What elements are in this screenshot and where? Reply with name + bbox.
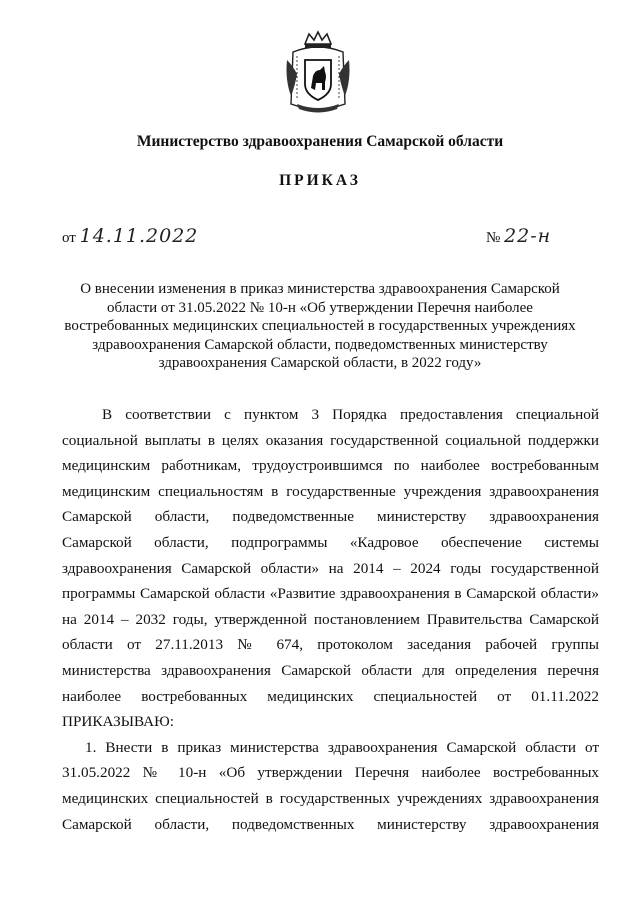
- body-line: медицинских специальностей в государственных учреждениях здравоохранения: [62, 789, 599, 807]
- subject-line: здравоохранения Самарской области, в 2022 году»: [158, 355, 482, 372]
- ministry-title: Министерство здравоохранения Самарской области: [136, 133, 504, 150]
- date-value: 14.11.2022: [79, 225, 199, 247]
- order-number: [486, 225, 551, 247]
- body-line-order-word: ПРИКАЗЫВАЮ:: [62, 713, 174, 731]
- order-subject: [60, 280, 580, 373]
- body-line: Самарской области, подведомственных министерству здравоохранения: [62, 815, 599, 833]
- body-line: наиболее востребованных медицинских специальностей от 01.11.2022: [62, 687, 599, 705]
- body-line: 31.05.2022 № 10-н «Об утверждении Перечня наиболее востребованных: [62, 764, 599, 782]
- body-line: министерства здравоохранения Самарской области для определения перечня: [62, 661, 599, 679]
- order-body: [62, 402, 599, 837]
- order-date: [62, 225, 198, 247]
- body-line-item-1: 1. Внести в приказ министерства здравоохранения Самарской области от: [85, 738, 599, 756]
- subject-line: области от 31.05.2022 № 10-н «Об утверждении Перечня наиболее: [107, 299, 533, 316]
- body-line: В соответствии с пунктом 3 Порядка предоставления специальной: [102, 406, 599, 423]
- document-type: ПРИКАЗ: [279, 172, 361, 189]
- body-line: медицинским работникам, трудоустроившимся по наиболее востребованным: [62, 457, 599, 475]
- subject-line: востребованных медицинских специальностей в государственных учреждениях: [64, 318, 576, 335]
- body-line: области от 27.11.2013 № 674, протоколом заседания рабочей группы: [62, 636, 599, 654]
- body-line: программы Самарской области «Развитие здравоохранения в Самарской области»: [62, 585, 599, 603]
- number-prefix: №: [486, 230, 501, 246]
- body-line: Самарской области, подпрограммы «Кадровое обеспечение системы: [62, 533, 599, 551]
- body-line: здравоохранения Самарской области» на 2014 – 2024 годы государственной: [62, 559, 599, 577]
- body-line: Самарской области, подведомственные министерству здравоохранения: [62, 508, 599, 526]
- date-prefix: от: [62, 230, 76, 246]
- subject-line: здравоохранения Самарской области, подведомственных министерству: [92, 336, 548, 353]
- body-line: на 2014 – 2032 годы, утвержденной постановлением Правительства Самарской: [62, 610, 599, 628]
- body-line: социальной выплаты в целях оказания государственной социальной поддержки: [62, 431, 599, 449]
- subject-line: О внесении изменения в приказ министерства здравоохранения Самарской: [80, 281, 560, 297]
- body-line: медицинским специальностям в государственные учреждения здравоохранения: [62, 482, 599, 500]
- number-value: 22-н: [504, 225, 552, 247]
- samara-coat-of-arms-icon: [283, 30, 353, 114]
